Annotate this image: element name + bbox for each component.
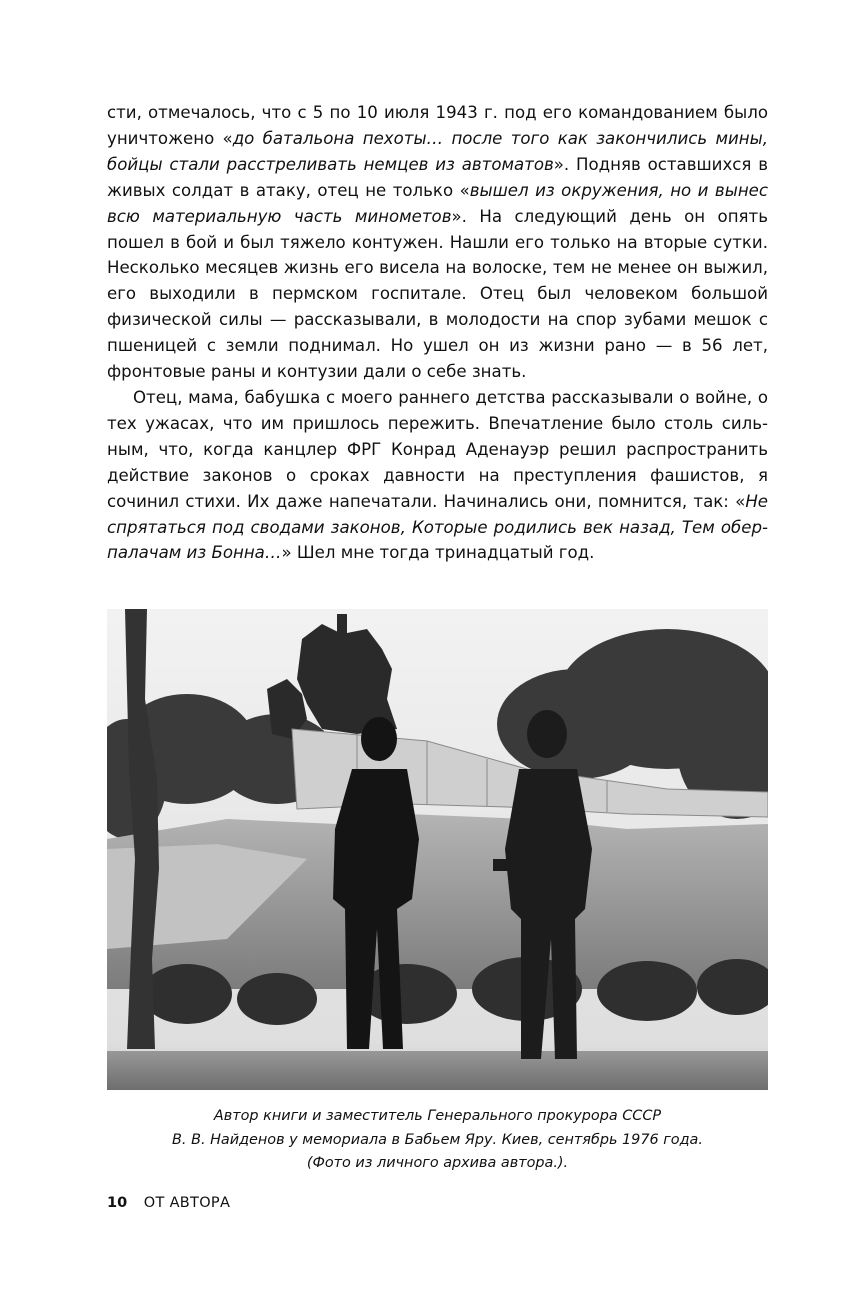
caption-line-3: (Фото из личного архива автора.).: [306, 1155, 569, 1172]
paragraph-2: [107, 385, 768, 566]
paragraph-2-poem-quote: Не спрятаться под сводами законов, Которые родились век назад, Тем обер-палачам из Бонна…: [107, 491, 768, 563]
path: [107, 1049, 768, 1090]
caption-line-2: В. В. Найденов у мемориала в Бабьем Яру. Киев, сентябрь 1976 года.: [172, 1131, 703, 1148]
curb: [107, 1045, 768, 1051]
paragraph-1-quote-1: до батальона пехоты… после того как закончились мины, бойцы стали расстреливать немцев из автоматов: [107, 128, 768, 174]
running-head: ОТ АВТОРА: [143, 1195, 231, 1211]
page-number: 10: [107, 1195, 128, 1211]
paragraph-2-part-1: Отец, мама, бабушка с моего раннего детства рассказывали о войне, о тех ужасах, что им пришлось пережить. Впечатление было столь сильным, что, когда канцлер ФРГ Конрад Аденауэр решил распространить действие законов о сроках давности на преступления фашистов, я сочинил стихи. Их даже напечатали. Начинались они, помнится, так: «: [107, 387, 768, 511]
paragraph-1-part-1: сти, отмечалось, что с 5 по 10 июля 1943 г. под его командованием было уничтожено «: [107, 103, 768, 148]
page-footer: [107, 1193, 230, 1213]
paragraph-1: [107, 100, 768, 385]
body-text: [107, 100, 768, 566]
photo-caption: [107, 1105, 768, 1176]
paragraph-1-quote-2: вышел из окружения, но и вынес всю материальную часть минометов: [107, 180, 768, 226]
paragraph-1-part-3: ». На следующий день он опять пошел в бой и был тяжело контужен. Нашли его только на вторые сутки. Несколько месяцев жизнь его висела на волоске, тем не менее он выжил, его выходили в пермском госпитале. Отец был человеком большой физической силы — рассказывали, в молодости на спор зубами мешок с пшеницей с земли поднимал. Но ушел он из жизни рано — в 56 лет, фронтовые раны и контузии дали о себе знать.: [107, 206, 768, 382]
memorial-photo-illustration: [107, 609, 768, 1090]
paragraph-1-part-2: ». Подняв оставшихся в живых солдат в атаку, отец не только «: [107, 154, 769, 200]
paragraph-2-part-2: » Шел мне тогда тринадцатый год.: [281, 543, 595, 563]
caption-line-1: Автор книги и заместитель Генерального прокурора СССР: [213, 1108, 662, 1124]
memorial-photo: [107, 609, 768, 1090]
